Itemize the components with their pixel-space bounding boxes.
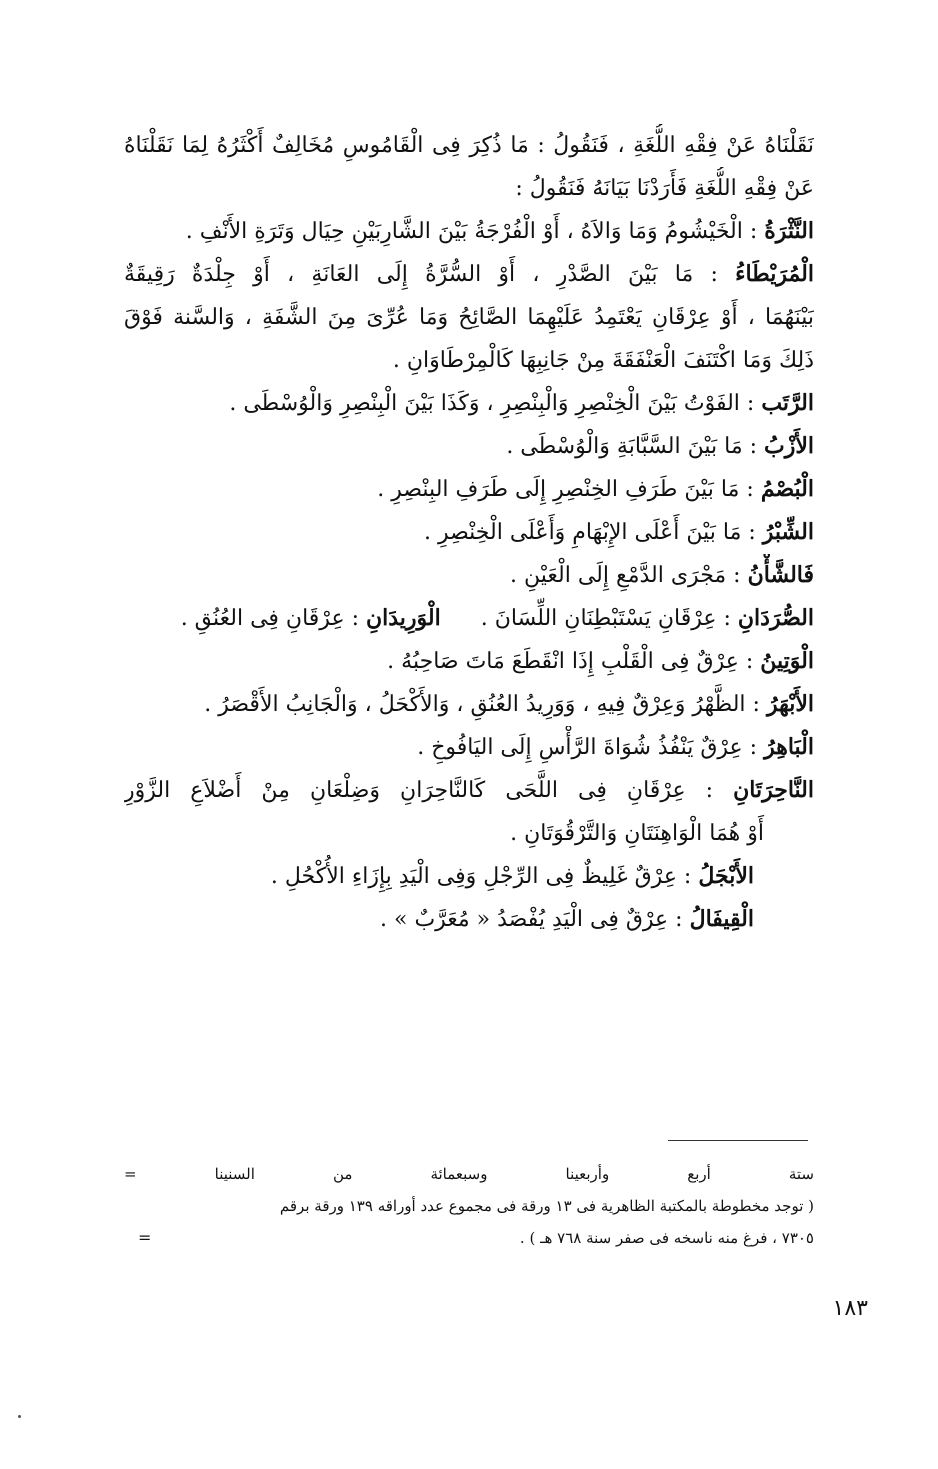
def-mureita-cont-1: بَيْنَهُمَا ، أَوْ عِرْقَانِ يَعْتَمِدُ عَلَيْهِمَا الصَّائِحُ وَمَا عُرِّىَ مِنَ الشَّفَةِ ، وَالسَّنة فَوْقَ <box>124 305 814 330</box>
verse-word-3: وأربعينا <box>565 1165 610 1183</box>
continuation-mark-bottom: = <box>138 1228 152 1247</box>
entry-mureita <box>124 253 814 296</box>
def-abjal: : عِرْقٌ غَلِيظٌ فِى الرِّجْلِ وَفِى الْيَدِ بِإِزَاءِ الأُكْحُلِ . <box>270 864 699 889</box>
footnote-verse-line <box>124 1158 814 1190</box>
term-abhar: الأَبْهَرُ <box>766 691 814 717</box>
def-nathra: : الْخَيْشُومُ وَمَا وَالاَهُ ، أَوْ الْفُرْجَةُ بَيْنَ الشَّارِبَيْنِ حِيَال وَتَرَةِ الأَنْفِ . <box>185 219 765 244</box>
entry-nahiratan-cont <box>124 812 814 855</box>
def-suradan: : عِرْقَانِ يَسْتَبْطِنَانِ اللِّسَانَ . <box>480 606 738 631</box>
page-number: ١٨٣ <box>832 1296 868 1321</box>
verse-word-6: السنينا <box>214 1165 255 1183</box>
entry-watin <box>124 640 814 683</box>
term-shibr: الشِّبْرُ <box>762 519 814 545</box>
verse-word-5: من <box>332 1165 353 1183</box>
def-shaan: : مَجْرَى الدَّمْعِ إِلَى الْعَيْنِ . <box>510 563 748 588</box>
footnote-line-2 <box>124 1190 814 1222</box>
term-azb: الأَزْبُ <box>764 433 814 459</box>
term-mureita: الْمُرَيْطَاءُ <box>735 261 814 287</box>
term-ratab: الرَّتَب <box>761 390 814 416</box>
intro-line-2 <box>124 167 814 210</box>
def-watin: : عِرْقٌ فِى الْقَلْبِ إِذَا انْقَطَعَ مَاتَ صَاحِبُهُ . <box>387 649 761 674</box>
intro-text-1: نَقَلْنَاهُ عَنْ فِقْهِ اللُّغَةِ ، فَنَقُولُ : مَا ذُكِرَ فِى الْقَامُوسِ مُخَالِفٌ أَكْثَرُهُ لِمَا نَقَلْنَاهُ <box>124 133 814 158</box>
entry-nahiratan <box>124 769 814 812</box>
entry-ratab <box>124 382 814 425</box>
term-abjal: الأَبْجَلُ <box>698 863 754 889</box>
footnote-line-3 <box>124 1222 814 1254</box>
footnotes <box>124 1158 814 1254</box>
intro-text-2: عَنْ فِقْهِ اللُّغَةِ فَأَرَدْنَا بَيَانَهُ فَنَقُولُ : <box>515 176 814 201</box>
term-watin: الْوَتِينُ <box>760 648 814 674</box>
term-shaan: فَالشَّأْنُ <box>747 562 814 588</box>
footnote-text-2: ( توجد مخطوطة بالمكتبة الظاهرية فى ١٣ ورقة فى مجموع عدد أوراقه ١٣٩ ورقة برقم <box>279 1197 814 1215</box>
def-bahir: : عِرْقٌ يَنْفُذُ شُوَاةَ الرَّأْسِ إِلَى اليَافُوخِ . <box>417 735 765 760</box>
continuation-mark-top: = <box>124 1165 137 1183</box>
def-qifal: : عِرْقٌ فِى الْيَدِ يُفْصَدُ « مُعَرَّبٌ » . <box>380 907 690 932</box>
entry-shaan <box>124 554 814 597</box>
def-waridan: : عِرْقَانِ فِى العُنُقِ . <box>180 606 366 631</box>
scan-speck <box>18 1415 21 1418</box>
intro-line-1 <box>124 124 814 167</box>
entry-shibr <box>124 511 814 554</box>
def-ratab: : الفَوْتُ بَيْنَ الْخِنْصِرِ وَالْبِنْصِرِ ، وَكَذَا بَيْنَ الْبِنْصِرِ وَالْوُسْطَى . <box>229 391 762 416</box>
entry-suradan-waridan <box>124 597 814 640</box>
footnote-text-3: ٧٣٠٥ ، فرغ منه ناسخه فى صفر سنة ٧٦٨ هـ ) . <box>519 1229 814 1247</box>
entry-abjal <box>124 855 814 898</box>
verse-word-1: ستة <box>788 1165 814 1183</box>
footnote-divider <box>668 1140 808 1141</box>
def-mureita-cont-2: ذَلِكَ وَمَا اكْتَنَفَ الْعَنْفَقَةَ مِنْ جَانِبِهَا كَالْمِرْطَاوَانِ . <box>392 348 814 373</box>
entry-bahir <box>124 726 814 769</box>
entry-nathra <box>124 210 814 253</box>
entry-qifal <box>124 898 814 941</box>
entry-abhar <box>124 683 814 726</box>
entry-azb <box>124 425 814 468</box>
term-qifal: الْقِيفَالُ <box>689 906 754 932</box>
entry-mureita-cont-1 <box>124 296 814 339</box>
def-abhar: : الظَّهْرُ وَعِرْقٌ فِيهِ ، وَوَرِيدُ العُنُقِ ، وَالأَكْحَلُ ، وَالْجَانِبُ الأَقْصَرُ . <box>204 692 767 717</box>
def-azb: : مَا بَيْنَ السَّبَّابَةِ وَالْوُسْطَى . <box>506 434 764 459</box>
verse-word-2: أربع <box>687 1165 711 1183</box>
verse-word-4: وسبعمائة <box>430 1165 488 1183</box>
def-busm: : مَا بَيْنَ طَرَفِ الخِنْصِرِ إِلَى طَرَفِ البِنْصِرِ . <box>377 477 761 502</box>
main-text <box>124 124 814 941</box>
term-busm: الْبُصْمُ <box>760 476 814 502</box>
def-nahiratan: : عِرْقَانِ فِى اللَّحَى كَالنَّاحِرَانِ وَضِلْعَانِ مِنْ أَضْلاَعِ الزَّوْرِ <box>124 778 734 803</box>
term-suradan: الصُّرَدَانِ <box>737 605 814 631</box>
def-mureita: : مَا بَيْنَ الصَّدْرِ ، أَوْ السُّرَّةُ إِلَى العَانَةِ ، أَوْ جِلْدَةٌ رَقِيقَةٌ <box>124 262 736 287</box>
term-waridan: الْوَرِيدَانِ <box>365 605 441 631</box>
term-bahir: الْبَاهِرُ <box>764 734 814 760</box>
term-nahiratan: النَّاحِرَتَانِ <box>733 777 814 803</box>
def-nahiratan-cont: أَوْ هُمَا الْوَاهِنَتَانِ وَالتَّرْقُوَتَانِ . <box>510 821 764 846</box>
term-nathra: النَّثْرَةُ <box>764 218 814 244</box>
def-shibr: : مَا بَيْنَ أَعْلَى الإِبْهَامِ وَأَعْلَى الْخِنْصِرِ . <box>423 520 763 545</box>
entry-busm <box>124 468 814 511</box>
entry-mureita-cont-2 <box>124 339 814 382</box>
